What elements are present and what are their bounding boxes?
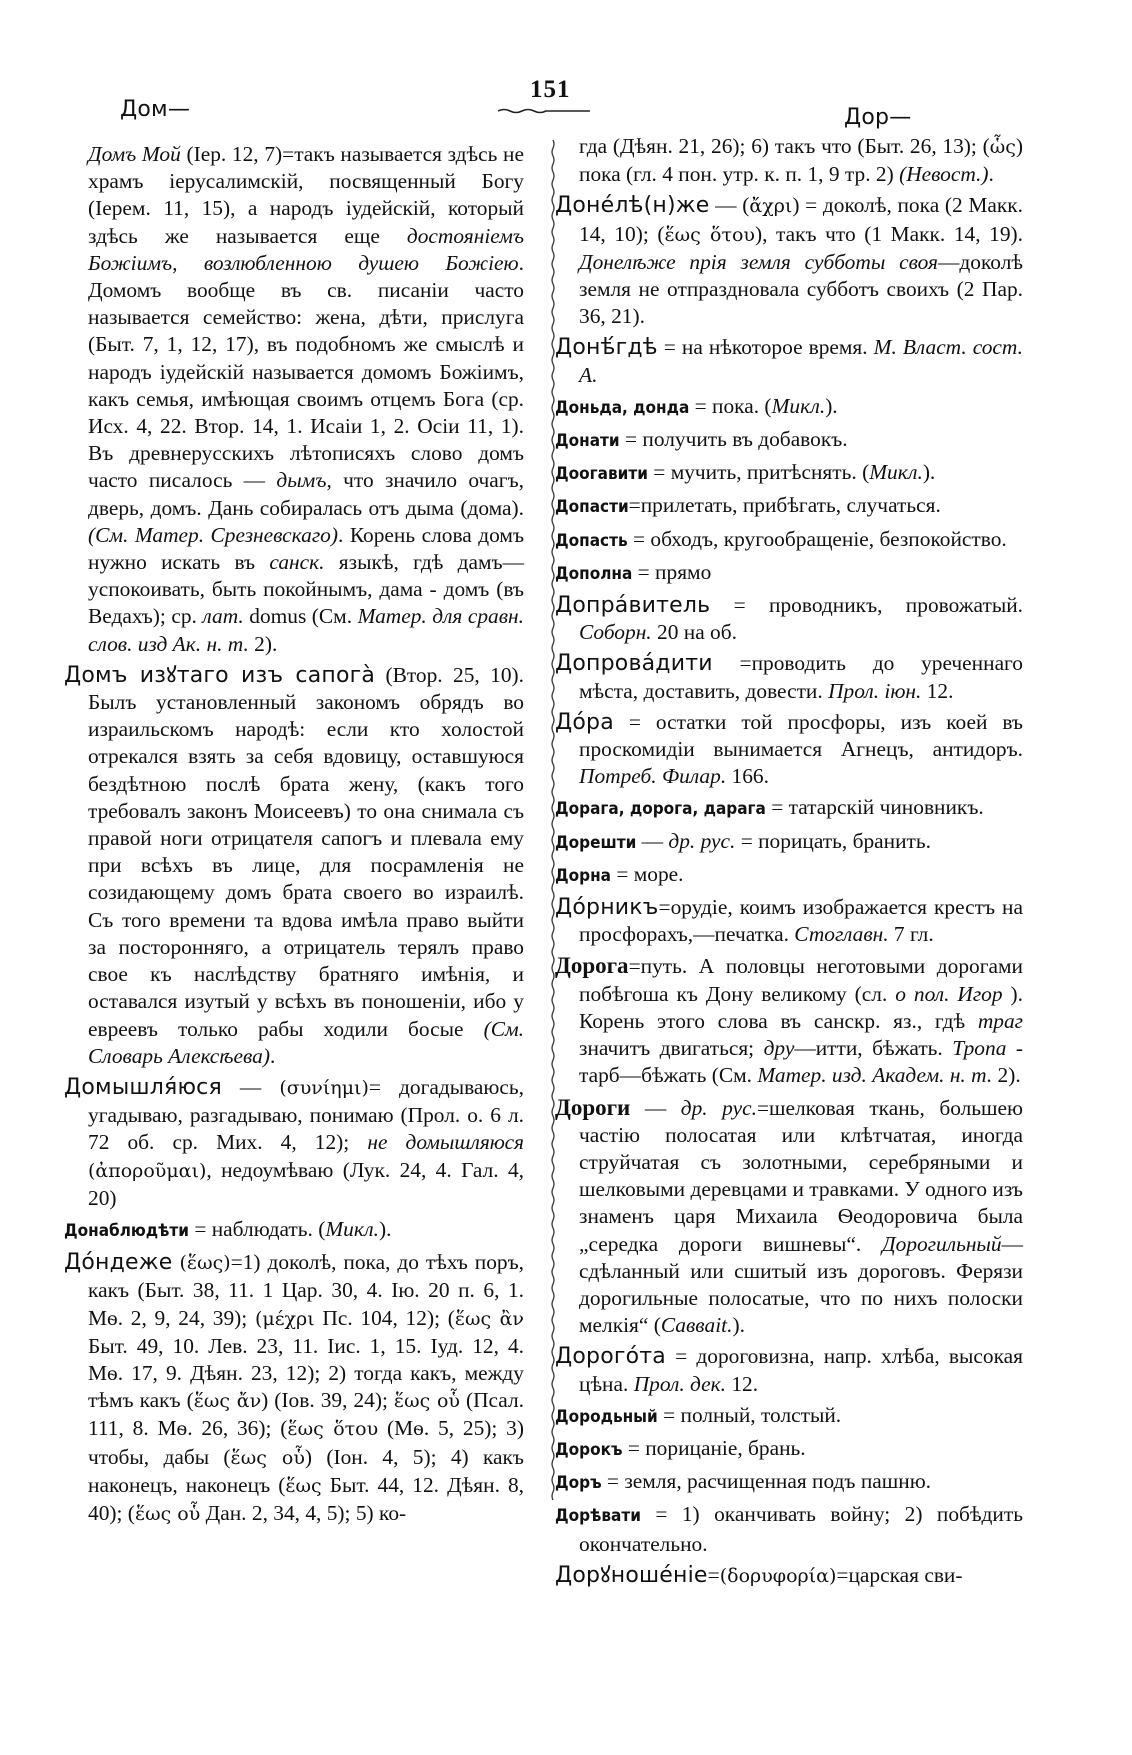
dictionary-entry (555, 952, 1023, 1089)
entry-text: =путь. А половцы неготовыми дорогами побѣгоша къ Дону великому (сл. (579, 954, 1023, 1006)
dictionary-entry (64, 1074, 524, 1212)
dictionary-entry (555, 133, 1023, 188)
entry-text: = получить въ добавокъ. (619, 427, 848, 452)
italic-reference: дымъ (276, 468, 327, 493)
dictionary-entry (555, 192, 1023, 330)
entry-text: 12. (725, 1371, 759, 1396)
greek-term: ἕως ὅτου (664, 223, 755, 246)
entry-headword: Донéлѣ(н)же (555, 193, 710, 219)
dictionary-entry (555, 334, 1023, 388)
dictionary-entry (555, 526, 1023, 555)
entry-text: (Втор. 25, 10). Былъ установленный закономъ обрядъ во израильскомъ народѣ: если кто холостой отрекался взять за себя вдовицу, оставшуюся бездѣтною послѣ брата жену, (какъ того требовалъ законъ Моисеевъ) то она снимала съ правой ноги отрицателя сапогъ и плевала ему при всѣхъ въ лице, для посрамленiя не созидающему домъ брата своего во израилѣ. Съ того времени та вдова имѣла право выйти за посторонняго, а отрицатель терялъ право свое къ наслѣдству братняго имѣнiя, и оставался изутый у всѣхъ въ поношенiи, ибо у евреевъ только рабы ходили босые (88, 662, 524, 1041)
entry-text: —доколѣ земля не отпраздновала субботъ своихъ (2 Пар. 36, 21). (579, 249, 1023, 329)
entry-text: ). (825, 393, 838, 418)
entry-text: . Домомъ вообще въ св. писанiи часто называется семейство: жена, дѣти, прислуга (Быт. 7, 1, 12, 17), въ подобномъ же смыслѣ и народъ iудейскiй называется домомъ Божiимъ, какъ семья, имѣющая своимъ отцемъ Бога (ср. Исх. 4, 22. Втор. 14, 1. Исаiи 1, 2. Осiи 11, 1). Въ древнерусскихъ лѣтописяхъ слово домъ часто писалось — (88, 250, 524, 493)
dictionary-entry (555, 592, 1023, 646)
entry-headword: Донаблюдѣти (64, 1220, 189, 1241)
italic-reference: М. Власт. сост. А. (579, 335, 1023, 387)
italic-reference: Стоглавн. (794, 922, 889, 947)
entry-text: — ( (709, 193, 750, 218)
entry-text: значитъ двигаться; (579, 1036, 764, 1061)
running-head-right: Дор— (844, 105, 912, 130)
greek-term: (δορυφορία) (719, 1564, 837, 1587)
entry-headword: Дорѣвати (555, 1506, 641, 1527)
italic-reference: Микл. (869, 460, 923, 485)
italic-reference: Микл. (325, 1216, 379, 1241)
entry-headword: Дорна (555, 865, 611, 886)
entry-headword: Домъ изꙋтаго изъ сапогà (64, 662, 376, 688)
dictionary-entry (64, 1216, 524, 1245)
dictionary-entry (555, 459, 1023, 488)
entry-text: = порицанiе, брань. (622, 1435, 806, 1460)
entry-headword: До́ндеже (64, 1250, 173, 1276)
dictionary-entry (555, 393, 1023, 422)
entry-text: ). Корень этого слова въ санскр. яз., гдѣ (579, 981, 1024, 1033)
dictionary-entry (64, 141, 524, 658)
entry-text: . (988, 162, 994, 187)
entry-text: ) пока (гл. 4 пон. утр. к. п. 1, 9 тр. 2) (579, 134, 1023, 187)
italic-reference: траг (977, 1008, 1023, 1033)
entry-headword: До́рникъ (555, 895, 659, 921)
entry-text: = 1) оканчивать войну; 2) побѣдить окончательно. (579, 1502, 1023, 1556)
greek-term: (ἕως) (179, 1252, 231, 1275)
entry-text: —итти, бѣжать. (794, 1036, 953, 1061)
entry-text: = дороговизна, напр. хлѣба, высокая цѣна. (579, 1344, 1023, 1396)
entry-text: = татарскiй чиновникъ. (765, 795, 984, 820)
entry-headword: Дорога (555, 953, 629, 979)
entry-text: = проводникъ, провожатый. (710, 593, 1023, 618)
entry-text: =прилетать, прибѣгать, случаться. (628, 493, 941, 518)
entry-text: 166. (726, 764, 769, 789)
dictionary-entry (555, 794, 1023, 823)
entry-headword: Допра́витель (555, 593, 711, 619)
entry-text: языкѣ, гдѣ дамъ—успокоивать, быть покойнымъ, дама - домъ (въ Ведахъ); ср. (88, 550, 524, 629)
entry-headword: Доньда, донда (555, 397, 690, 418)
italic-reference: лат. (202, 604, 244, 629)
greek-term: ἕως οὗ (230, 1446, 305, 1469)
italic-reference: Микл. (771, 393, 826, 418)
entry-text: —сдѣланный или сшитый изъ дороговъ. Ферязи дорогильные полосатые, что по нихъ полоски мелкiя“ ( (579, 1231, 1023, 1338)
italic-reference: др. рус. (668, 828, 736, 853)
dictionary-entry (555, 894, 1023, 948)
entry-headword: До́ра (555, 709, 614, 735)
entry-text: = полный, толстый. (657, 1402, 842, 1427)
entry-text: , недоумѣваю (Лук. 24, 4. Гал. 4, 20) (88, 1157, 524, 1210)
entry-text: = мучить, притѣснять. ( (647, 460, 870, 485)
entry-text: 7 гл. (888, 922, 934, 947)
entry-text: гда (Дѣян. 21, 26); 6) такъ что (Быт. 26, 13); ( (579, 134, 990, 158)
entry-text: . (270, 1043, 276, 1068)
entry-headword: Донати (555, 431, 620, 452)
dictionary-entry (555, 1468, 1023, 1497)
entry-text: — (630, 1095, 681, 1120)
running-head-left: Дом— (120, 97, 191, 122)
italic-reference: Саввait. (660, 1313, 733, 1338)
greek-term: ἕως οὗ (393, 1390, 460, 1413)
greek-term: ἕως ἄν (193, 1390, 262, 1413)
entry-headword: Дородьный (555, 1406, 658, 1427)
dictionary-entry (555, 1501, 1023, 1557)
dictionary-entry (64, 1249, 524, 1528)
entry-text: = догадываюсь, угадываю, разгадываю, понимаю (Прол. о. 6 л. 72 об. ср. Мих. 4, 12); (88, 1074, 525, 1155)
dictionary-entry (555, 650, 1023, 704)
greek-term: (συνίημι) (279, 1076, 369, 1099)
entry-headword: Допасть (555, 530, 628, 551)
italic-reference: не домышляюся (367, 1130, 525, 1155)
greek-term: ἕως ἂν (454, 1307, 524, 1330)
dictionary-entry (555, 709, 1023, 791)
entry-text: =1) доколѣ, пока, до тѣхъ поръ, какъ (Быт. 38, 11. 1 Цар. 30, 4. Iю. 20 п. 6, 1. Мѳ. 2, 9, 24, 39); (88, 1250, 524, 1330)
italic-reference: Соборн. (579, 620, 652, 645)
dictionary-entry (555, 1343, 1023, 1397)
italic-reference: Прол. iюн. (828, 678, 922, 703)
entry-text: = наблюдать. ( (188, 1216, 326, 1241)
greek-term: (ἀποροῦμαι) (88, 1159, 207, 1182)
greek-term: ὧς (989, 136, 1016, 158)
entry-headword: Донѣ́гдѣ (555, 335, 658, 361)
italic-reference: Дорогильный (882, 1231, 1002, 1256)
italic-reference: санск. (269, 550, 325, 575)
entry-text: ). (378, 1216, 392, 1241)
italic-reference: Тропа (952, 1036, 1007, 1061)
entry-text: ) (Iов. 39, 24); (261, 1388, 394, 1413)
italic-reference: Донелѣже прiя земля субботы своя (579, 249, 939, 274)
italic-reference: др. рус. (680, 1095, 757, 1120)
entry-text: =орудiе, коимъ изображается крестъ на просфорахъ,—печатка. (579, 895, 1023, 947)
entry-text: (Мѳ. 5, 25); 3) чтобы, дабы ( (88, 1416, 524, 1469)
italic-reference: Матер. для сравн. слов. изд Ак. н. т. (88, 604, 524, 656)
entry-text (173, 1250, 180, 1274)
entry-text: ). (732, 1313, 745, 1338)
entry-text: Пс. 104, 12); ( (314, 1305, 455, 1330)
italic-reference: Домъ Мой (88, 142, 181, 166)
entry-text: Быт. 49, 10. Лев. 23, 11. Iис. 1, 15. Iуд. 12, 4. Мѳ. 17, 9. Дѣян. 23, 12); 2) тогда какъ, между тѣмъ какъ ( (88, 1333, 524, 1413)
dictionary-entry (555, 1562, 1023, 1590)
italic-reference: достоянiемъ Божiимъ, возлюбленною душею Божiею (88, 223, 524, 275)
left-column (64, 141, 524, 1532)
dictionary-entry (555, 492, 1023, 521)
entry-headword: Дороги (555, 1094, 631, 1120)
italic-reference: Потреб. Филар. (579, 764, 727, 789)
dictionary-entry (555, 861, 1023, 890)
page-number: 151 (530, 76, 571, 103)
entry-text: 12. (921, 678, 954, 703)
entry-headword: Допрова́дити (555, 651, 713, 677)
entry-headword: Допасти (555, 497, 629, 518)
entry-text: = прямо (632, 559, 712, 584)
dictionary-entry (555, 1402, 1023, 1431)
entry-headword: Доогавити (555, 464, 648, 485)
entry-text: Быт. 44, 12. Дѣян. 8, 40); ( (88, 1472, 524, 1525)
entry-text: = земля, расчищенная подъ пашню. (601, 1469, 932, 1494)
entry-text: = пока. ( (689, 393, 772, 418)
entry-headword: Дорꙋноше́нiе (555, 1562, 708, 1588)
dictionary-entry (555, 1435, 1023, 1464)
dictionary-entry (555, 828, 1023, 857)
italic-reference: (См. Матер. Срезневскаго) (88, 522, 338, 547)
entry-text: ), такъ что (1 Макк. 14, 19). (754, 221, 1023, 246)
entry-text: (Псал. 111, 8. Мѳ. 26, 36); ( (88, 1388, 524, 1441)
entry-text: = море. (610, 861, 684, 886)
entry-text: = на нѣкоторое время. (657, 335, 874, 360)
greek-term: ἕως (285, 1474, 322, 1497)
greek-term: ἕως ὅτου (287, 1418, 379, 1441)
entry-headword: Домышля́юся (64, 1074, 222, 1100)
entry-text: = порицать, бранить. (735, 828, 931, 853)
entry-text: , что значило очагъ, дверь, домъ. Дань собиралась отъ дыма (дома). (88, 468, 524, 520)
italic-reference: Прол. дек. (633, 1371, 726, 1396)
greek-term: ἕως οὗ (134, 1502, 201, 1525)
entry-text: domus (См. (243, 604, 358, 629)
dictionary-entry (64, 662, 524, 1070)
entry-text: 2). (992, 1063, 1021, 1088)
entry-text: . Корень слова домъ нужно искать въ (88, 522, 524, 575)
entry-text: ). (922, 460, 936, 485)
entry-text: = (707, 1562, 720, 1587)
entry-headword: Дорага, дорога, дарага (555, 799, 766, 820)
entry-text: - тарб—бѣжать (См. (579, 1036, 1023, 1088)
italic-reference: (Невост.) (899, 162, 989, 187)
page-number-rule (498, 108, 590, 114)
entry-text: =царская сви- (836, 1562, 963, 1587)
entry-headword: Доръ (555, 1473, 602, 1494)
entry-text: ) = доколѣ, пока (2 Макк. 14, 10); ( (579, 193, 1023, 246)
dictionary-entry (555, 1094, 1023, 1340)
entry-text: =шелковая ткань, большею частiю полосатая или клѣтчатая, иногда струйчатая съ золотными, серебряными и шелковыми деревцами и травками. У одного изъ знаменъ царя Михаила Ѳеодоровича была „середка дороги вишневы“. (579, 1095, 1023, 1256)
entry-text: = остатки той просфоры, изъ коей въ проскомидiи вынимается Агнецъ, антидоръ. (579, 709, 1023, 762)
dictionary-entry (555, 559, 1023, 588)
italic-reference: о пол. Игор (895, 981, 1003, 1006)
greek-term: (μέχρι (254, 1307, 315, 1330)
entry-text: — (221, 1074, 280, 1099)
entry-text: (Iер. 12, 7)=такъ называется здѣсь не храмъ iерусалимскiй, посвященный Богу (Iерем. 11, 15), а народъ iудейскiй, который здѣсь же называется еще (88, 142, 524, 248)
right-column (555, 133, 1023, 1594)
entry-headword: Дополна (555, 563, 633, 584)
italic-reference: (См. Словарь Алексѣева) (88, 1016, 524, 1068)
italic-reference: дру (763, 1036, 795, 1061)
dictionary-entry (555, 426, 1023, 455)
entry-headword: Дорешти (555, 832, 637, 853)
entry-headword: Дорокъ (555, 1439, 623, 1460)
entry-headword: Дорого́та (555, 1344, 666, 1370)
italic-reference: Матер. изд. Академ. н. т. (757, 1063, 993, 1088)
entry-text: — (636, 828, 669, 853)
entry-text: =проводить до уреченнаго мѣста, доставить, довести. (579, 651, 1023, 703)
entry-text: ) (Iон. 4, 5); 4) какъ наконецъ, наконецъ ( (88, 1444, 524, 1497)
greek-term: ἄχρι (749, 195, 793, 218)
entry-text: 20 на об. (651, 620, 737, 645)
entry-text: 2). (248, 631, 278, 656)
entry-text: Дан. 2, 34, 4, 5); 5) ко- (200, 1500, 407, 1525)
entry-text: = обходъ, кругообращенiе, безпокойство. (627, 526, 1007, 551)
